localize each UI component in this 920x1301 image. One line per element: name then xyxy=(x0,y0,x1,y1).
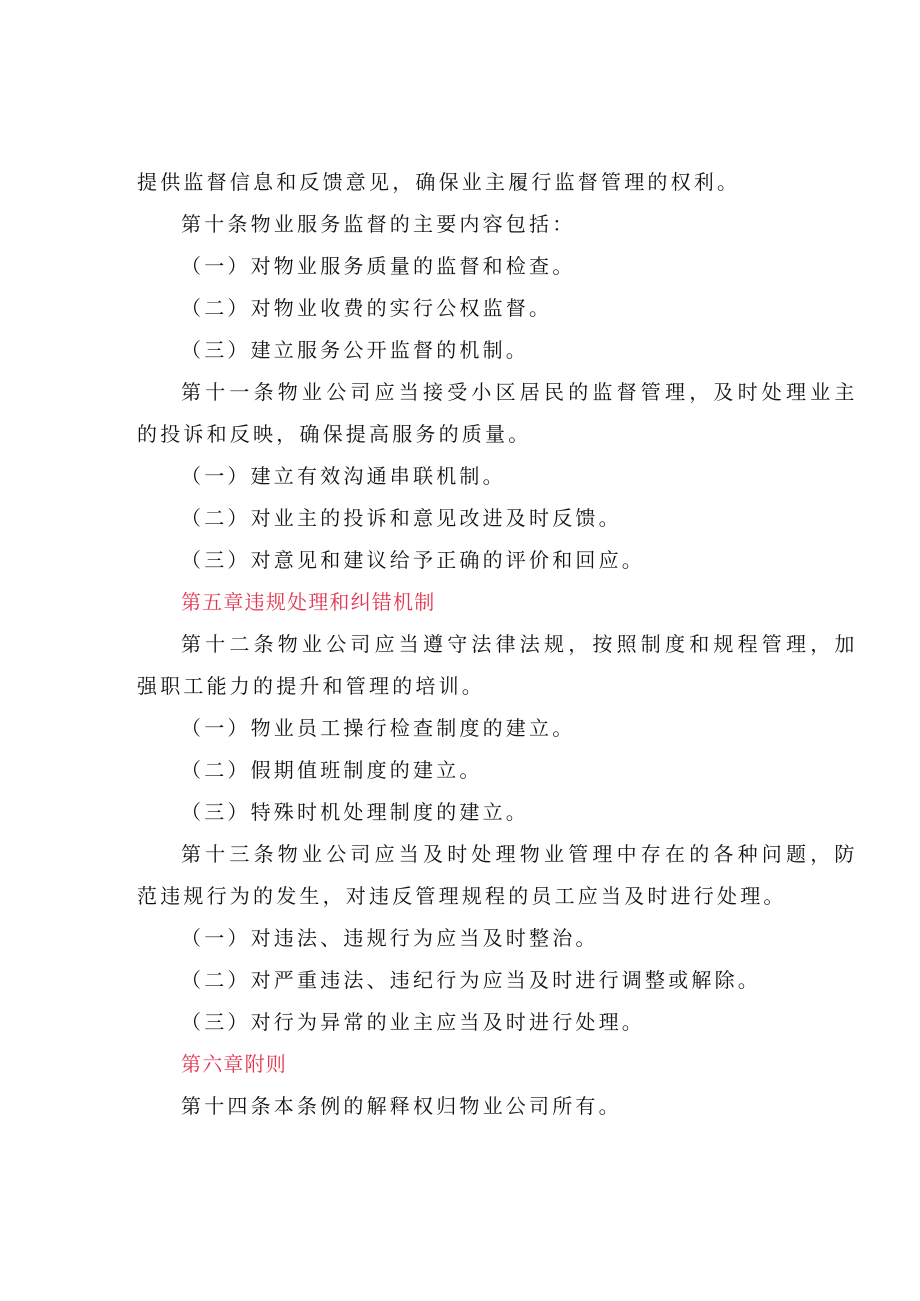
paragraph-line: 范违规行为的发生，对违反管理规程的员工应当及时进行处理。 xyxy=(137,884,787,908)
list-item: （二）对物业收费的实行公权监督。 xyxy=(181,296,553,320)
article-14-line: 第十四条本条例的解释权归物业公司所有。 xyxy=(181,1094,622,1118)
chapter-5-heading: 第五章违规处理和纠错机制 xyxy=(181,590,436,614)
paragraph-line: 的投诉和反映，确保提高服务的质量。 xyxy=(137,422,532,446)
list-item: （一）对物业服务质量的监督和检查。 xyxy=(181,254,576,278)
list-item: （一）对违法、违规行为应当及时整治。 xyxy=(181,926,599,950)
list-item: （三）特殊时机处理制度的建立。 xyxy=(181,800,529,824)
article-11-line: 第十一条物业公司应当接受小区居民的监督管理，及时处理业主 xyxy=(181,380,859,404)
list-item: （一）建立有效沟通串联机制。 xyxy=(181,464,506,488)
article-10-title: 第十条物业服务监督的主要内容包括： xyxy=(181,212,576,236)
chapter-6-heading: 第六章附则 xyxy=(181,1052,287,1076)
list-item: （二）对严重违法、违纪行为应当及时进行调整或解除。 xyxy=(181,968,761,992)
article-13-line: 第十三条物业公司应当及时处理物业管理中存在的各种问题，防 xyxy=(181,842,859,866)
list-item: （三）对行为异常的业主应当及时进行处理。 xyxy=(181,1010,645,1034)
list-item: （二）对业主的投诉和意见改进及时反馈。 xyxy=(181,506,622,530)
list-item: （一）物业员工操行检查制度的建立。 xyxy=(181,716,576,740)
list-item: （二）假期值班制度的建立。 xyxy=(181,758,483,782)
list-item: （三）建立服务公开监督的机制。 xyxy=(181,338,529,362)
paragraph-line: 强职工能力的提升和管理的培训。 xyxy=(137,674,485,698)
article-12-line: 第十二条物业公司应当遵守法律法规，按照制度和规程管理，加 xyxy=(181,632,859,656)
list-item: （三）对意见和建议给予正确的评价和回应。 xyxy=(181,548,645,572)
paragraph-line: 提供监督信息和反馈意见，确保业主履行监督管理的权利。 xyxy=(137,170,741,194)
